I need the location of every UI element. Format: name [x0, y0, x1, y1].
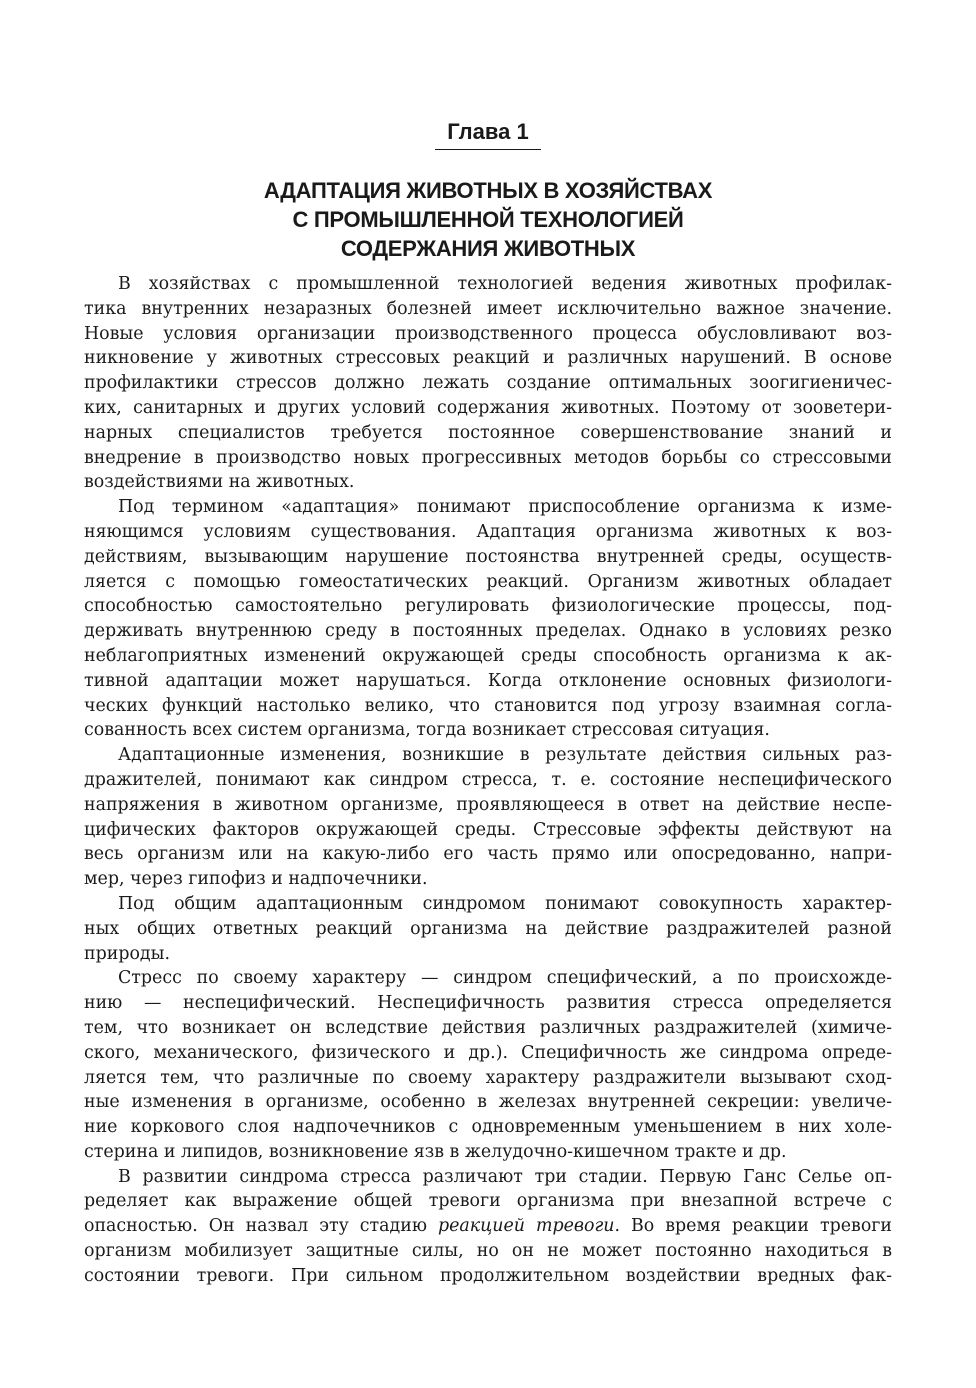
text-line: няющимся условиям существования. Адаптация организма животных к воз- — [84, 521, 892, 542]
chapter-title-line: СОДЕРЖАНИЯ ЖИВОТНЫХ — [340, 236, 636, 261]
text-line: сованность всех систем организма, тогда возникает стрессовая ситуация. — [84, 720, 770, 741]
text-line: ные изменения в организме, особенно в железах внутренней секреции: увеличе- — [84, 1092, 892, 1113]
text-line: тика внутренних незаразных болезней имеет исключительно важное значение. — [84, 298, 892, 319]
text-line: мер, через гипофиз и надпочечники. — [84, 869, 428, 890]
italic-term: реакцией тревоги — [437, 1216, 615, 1237]
text-line: ческих функций настолько велико, что становится под угрозу взаимная согла- — [84, 695, 892, 716]
text-line: природы. — [84, 943, 170, 964]
body-text — [84, 272, 892, 1289]
text-line: нарных специалистов требуется постоянное совершенствование знаний и — [84, 422, 892, 443]
text-line: цифических факторов окружающей среды. Стрессовые эффекты действуют на — [84, 819, 892, 840]
text-line: держивать внутреннюю среду в постоянных пределах. Однако в условиях резко — [84, 621, 892, 642]
chapter-label: Глава 1 — [435, 118, 540, 150]
text-segment: . Во время реакции тревоги — [614, 1216, 892, 1237]
text-line: напряжения в животном организме, проявляющееся в ответ на действие неспе- — [84, 794, 892, 815]
text-line: весь организм или на какую-либо его часть прямо или опосредованно, напри- — [84, 844, 892, 865]
text-line: ляется с помощью гомеостатических реакций. Организм животных обладает — [84, 571, 892, 592]
chapter-heading — [0, 118, 976, 150]
chapter-title-line: С ПРОМЫШЛЕННОЙ ТЕХНОЛОГИЕЙ — [292, 207, 684, 232]
chapter-title — [0, 176, 976, 263]
text-line: ких, санитарных и других условий содержания животных. Поэтому от зооветери- — [84, 397, 892, 418]
text-line: Стресс по своему характеру — синдром специфический, а по происхожде- — [118, 968, 892, 989]
text-line: нию — неспецифический. Неспецифичность развития стресса определяется — [84, 993, 892, 1014]
text-line: Адаптационные изменения, возникшие в результате действия сильных раз- — [118, 745, 892, 766]
text-line: ние коркового слоя надпочечников с одновременным уменьшением в них холе- — [84, 1117, 892, 1138]
text-line: ных общих ответных реакций организма на действие раздражителей разной — [84, 918, 892, 939]
text-line: организм мобилизует защитные силы, но он не может постоянно находиться в — [84, 1241, 892, 1262]
text-segment: опасностью. Он назвал эту стадию — [84, 1216, 438, 1237]
text-line: профилактики стрессов должно лежать создание оптимальных зоогигиеничес- — [84, 373, 892, 394]
text-line: действиям, вызывающим нарушение постоянства внутренней среды, осуществ- — [84, 546, 892, 567]
text-line — [84, 1214, 892, 1239]
text-line: тем, что возникает он вследствие действия различных раздражителей (химиче- — [84, 1017, 892, 1038]
text-line: В развитии синдрома стресса различают три стадии. Первую Ганс Селье оп- — [118, 1166, 892, 1187]
text-line: никновение у животных стрессовых реакций и различных нарушений. В основе — [84, 348, 892, 369]
text-line: Под термином «адаптация» понимают приспособление организма к изме- — [118, 497, 892, 518]
text-line: состоянии тревоги. При сильном продолжительном воздействии вредных фак- — [84, 1265, 892, 1286]
text-line: стерина и липидов, возникновение язв в желудочно-кишечном тракте и др. — [84, 1141, 787, 1162]
text-line: ределяет как выражение общей тревоги организма при внезапной встрече с — [84, 1191, 892, 1212]
text-line: ляется тем, что различные по своему характеру раздражители вызывают сход- — [84, 1067, 892, 1088]
text-line: Под общим адаптационным синдромом понимают совокупность характер- — [118, 893, 892, 914]
text-line: Новые условия организации производственного процесса обусловливают воз- — [84, 323, 892, 344]
chapter-title-line: АДАПТАЦИЯ ЖИВОТНЫХ В ХОЗЯЙСТВАХ — [263, 178, 713, 203]
text-line: ского, механического, физического и др.). Специфичность же синдрома опреде- — [84, 1042, 892, 1063]
text-line: дражителей, понимают как синдром стресса, т. е. состояние неспецифического — [84, 769, 892, 790]
text-line: В хозяйствах с промышленной технологией ведения животных профилак- — [118, 274, 892, 294]
text-line: способностью самостоятельно регулировать физиологические процессы, под- — [84, 596, 892, 617]
text-line: тивной адаптации может нарушаться. Когда отклонение основных физиологи- — [84, 670, 892, 691]
text-line: внедрение в производство новых прогрессивных методов борьбы со стрессовыми — [84, 447, 892, 468]
text-line: воздействиями на животных. — [84, 472, 355, 493]
text-line: неблагоприятных изменений окружающей среды способность организма к ак- — [84, 645, 892, 666]
